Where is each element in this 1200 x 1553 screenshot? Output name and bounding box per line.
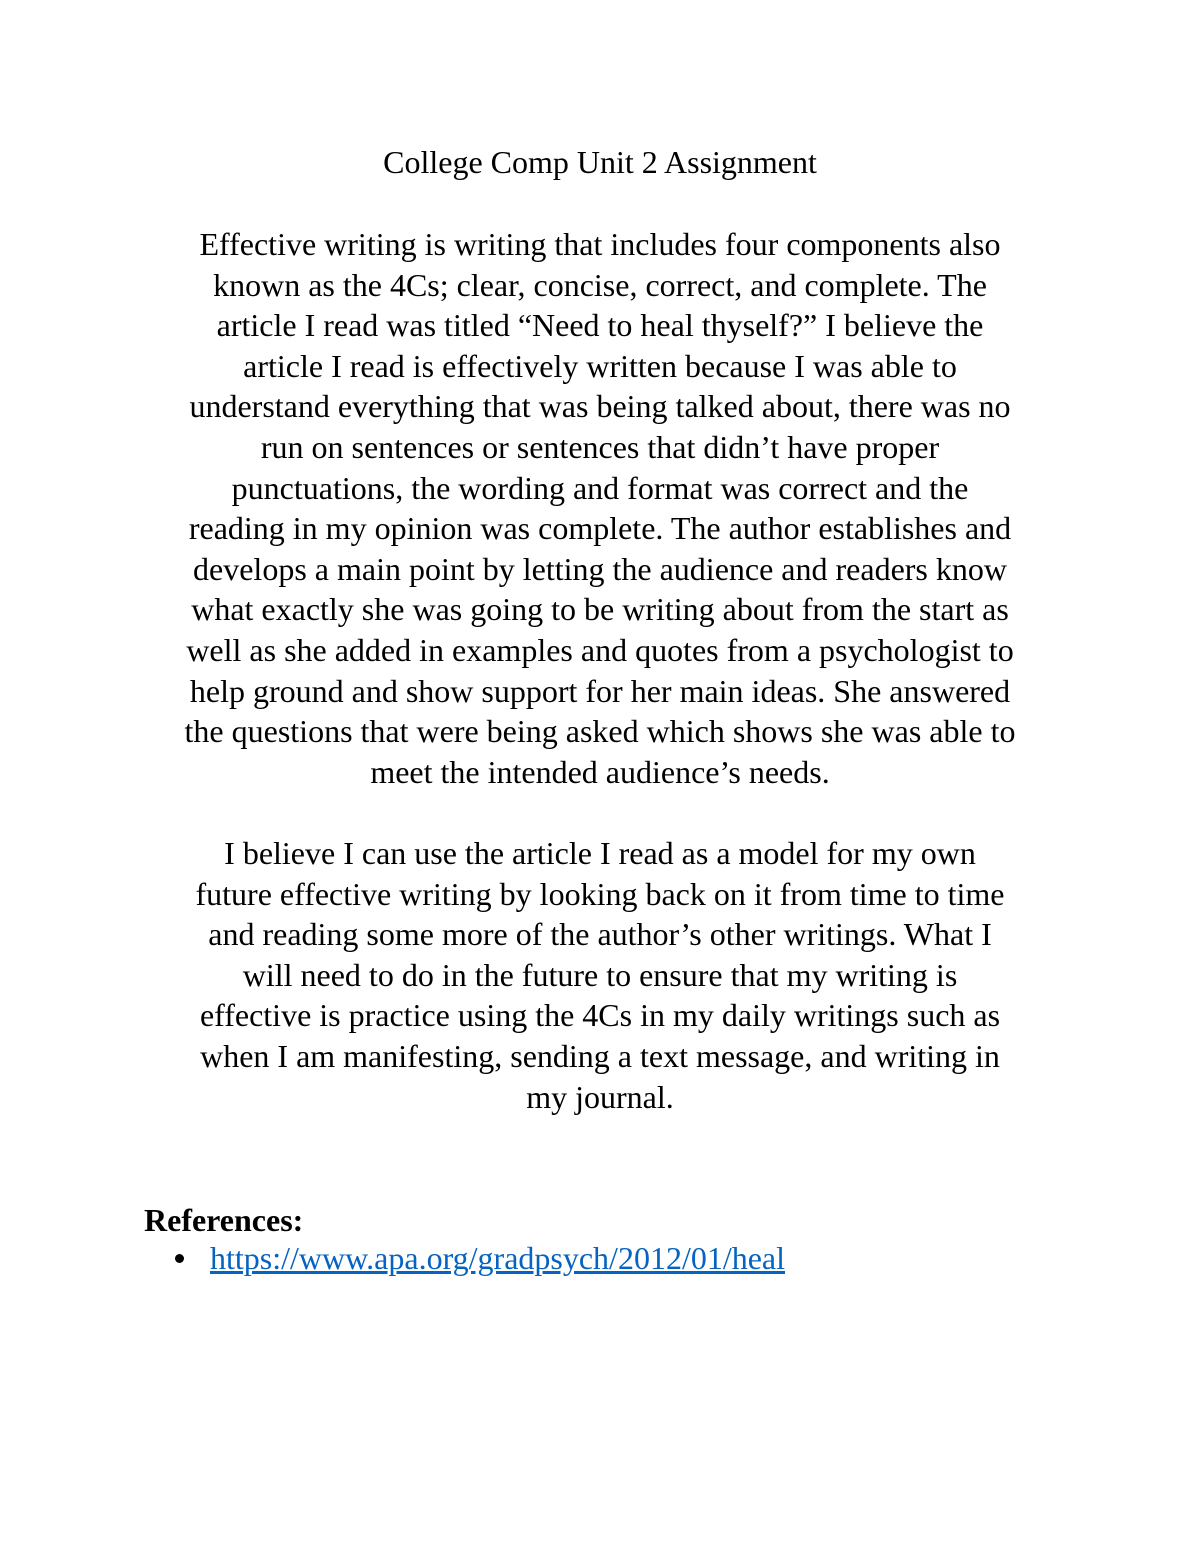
paragraph-line: what exactly she was going to be writing about from the start as	[191, 591, 1009, 628]
paragraph-line: develops a main point by letting the audience and readers know	[193, 550, 1007, 587]
paragraph-line: punctuations, the wording and format was correct and the	[231, 469, 969, 506]
paragraph-line: I believe I can use the article I read as a model for my own	[224, 835, 976, 871]
paragraph-line: meet the intended audience’s needs.	[370, 753, 830, 790]
paragraph-line: future effective writing by looking back on it from time to time	[195, 875, 1005, 912]
paragraph-line: reading in my opinion was complete. The author establishes and	[188, 510, 1012, 547]
references-heading: References:	[144, 1202, 304, 1238]
paragraph-line: article I read was titled “Need to heal thyself?” I believe the	[216, 307, 984, 344]
references-list	[144, 1236, 785, 1280]
paragraph-line: Effective writing is writing that includes four components also	[199, 226, 1001, 262]
paragraph-line: will need to do in the future to ensure that my writing is	[242, 956, 958, 993]
paragraph-line: the questions that were being asked which shows she was able to	[184, 713, 1016, 750]
paragraph-line: known as the 4Cs; clear, concise, correct, and complete. The	[213, 266, 987, 303]
page-title: College Comp Unit 2 Assignment	[383, 144, 817, 180]
paragraph-line: help ground and show support for her main ideas. She answered	[189, 672, 1011, 709]
reference-link[interactable]: https://www.apa.org/gradpsych/2012/01/heal	[210, 1240, 786, 1276]
bullet-icon	[175, 1254, 184, 1263]
body-paragraph-2	[144, 833, 1056, 1117]
body-paragraph-1	[144, 224, 1056, 792]
reference-item	[144, 1236, 785, 1280]
paragraph-line: well as she added in examples and quotes from a psychologist to	[186, 631, 1014, 668]
paragraph-line: my journal.	[526, 1078, 674, 1115]
paragraph-line: effective is practice using the 4Cs in my daily writings such as	[199, 997, 1001, 1034]
paragraph-line: run on sentences or sentences that didn’t have proper	[260, 428, 940, 465]
paragraph-line: and reading some more of the author’s other writings. What I	[208, 916, 992, 953]
paragraph-line: article I read is effectively written because I was able to	[243, 347, 957, 384]
paragraph-line: when I am manifesting, sending a text message, and writing in	[200, 1037, 1000, 1074]
paragraph-line: understand everything that was being talked about, there was no	[189, 388, 1011, 425]
